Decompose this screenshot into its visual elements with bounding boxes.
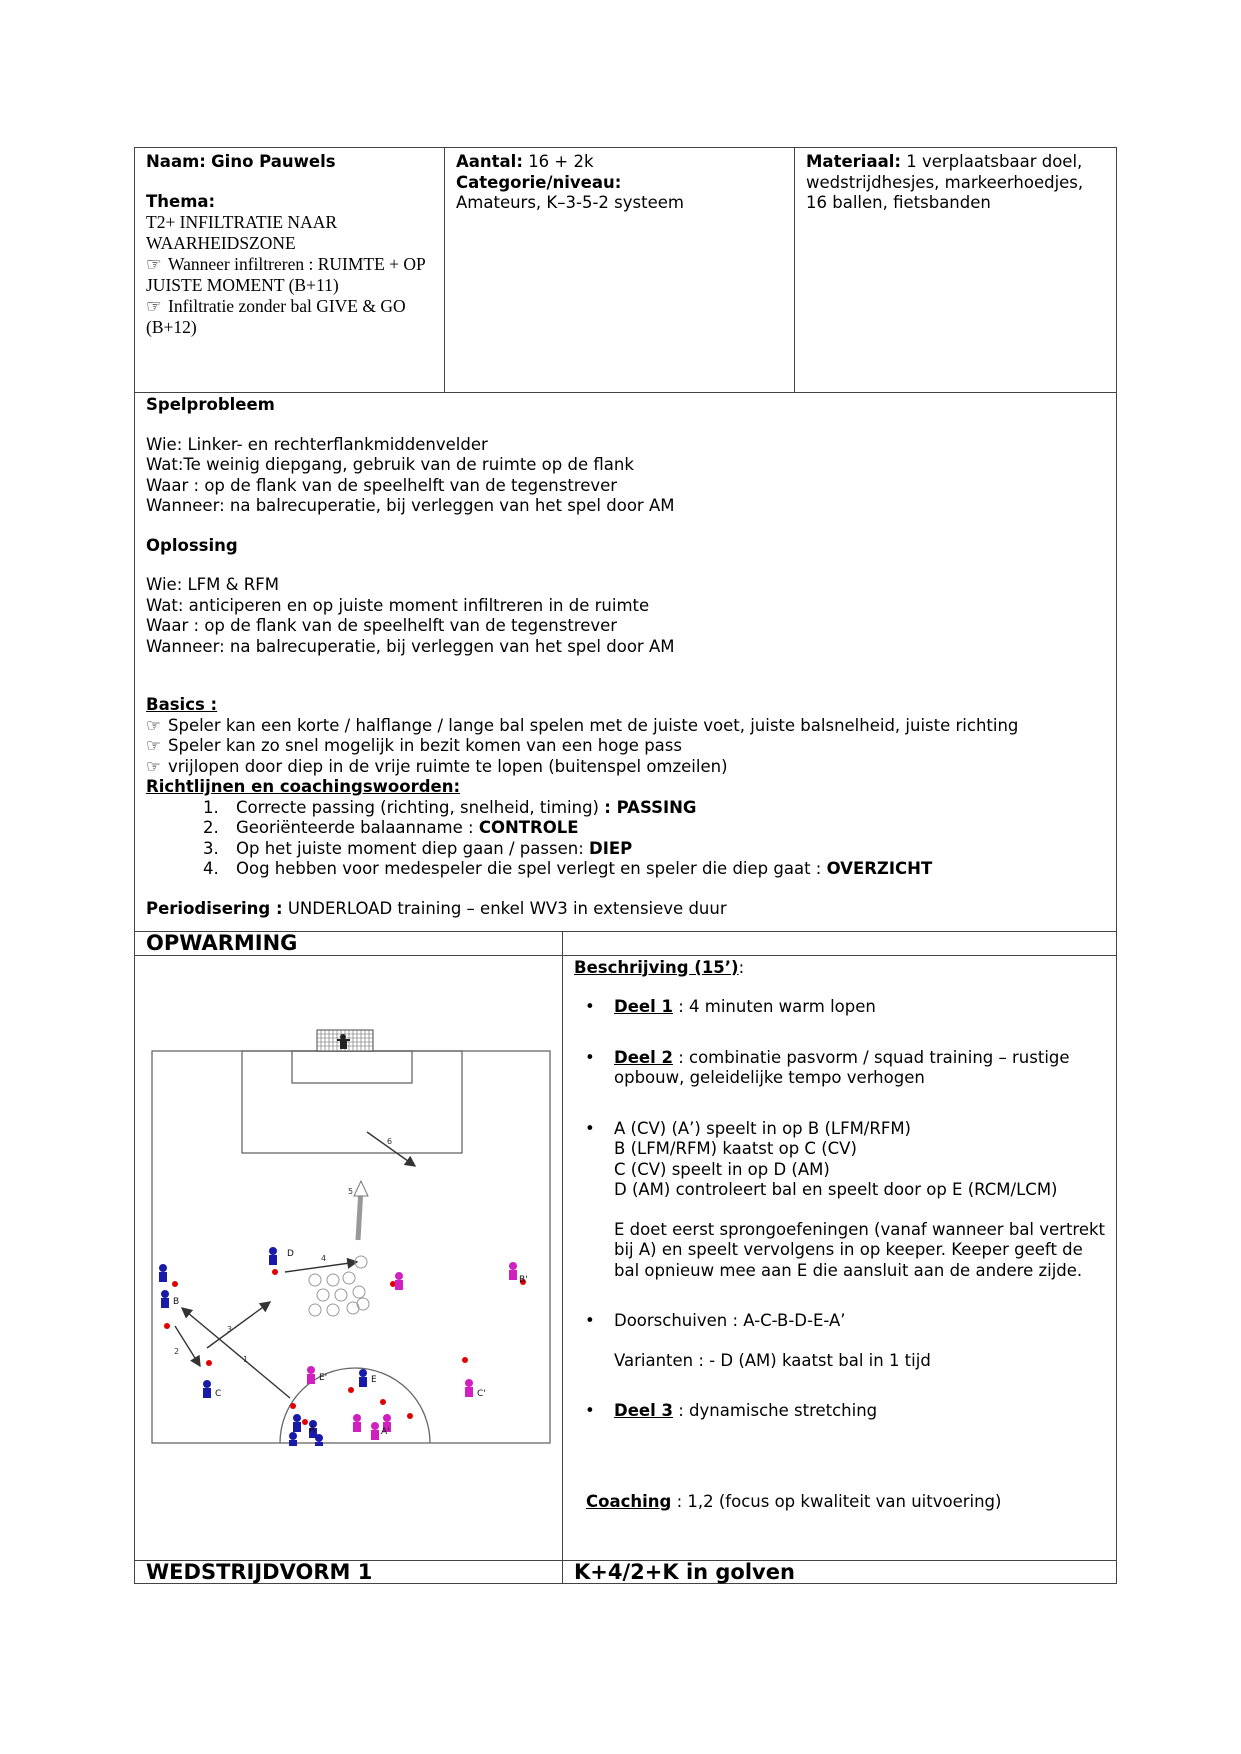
oplossing-line: Wie: LFM & RFM <box>146 575 279 594</box>
header-row <box>135 148 1117 393</box>
richtlijn-item: 4. Oog hebben voor medespeler die spel verlegt en speler die diep gaat : OVERZICHT <box>224 859 1105 880</box>
basics-item: ☞ Speler kan zo snel mogelijk in bezit komen van een hoge pass <box>146 736 682 755</box>
player-label: E <box>371 1375 377 1385</box>
goal-area <box>292 1051 412 1083</box>
spelprobleem-title: Spelprobleem <box>146 395 275 414</box>
beschrijving-cell <box>563 955 1117 1560</box>
doorschuiven-item: • Doorschuiven : A-C-B-D-E-A’ Varianten : - D (AM) kaatst bal in 1 tijd <box>614 1311 1105 1371</box>
opwarming-row <box>135 955 1117 1560</box>
naam-thema-cell <box>135 148 445 393</box>
training-table <box>134 147 1117 1584</box>
sequence-item: • A (CV) (A’) speelt in op B (LFM/RFM) B (LFM/RFM) kaatst op C (CV) C (CV) speelt in op D (AM) D (AM) controleert bal en speelt door op E (RCM/LCM) E doet eerst sprongoefeningen (vanaf wanneer bal vertrekt bij A) en speelt vervolgens in op keeper. Keeper geeft de bal opnieuw mee aan E die aansluit aan de andere zijde. <box>614 1119 1105 1282</box>
oplossing-line: Wat: anticiperen en op juiste moment infiltreren in de ruimte <box>146 595 650 615</box>
materiaal-cell <box>795 148 1117 393</box>
arrow-label: 6 <box>387 1137 393 1146</box>
categorie-label: Categorie/niveau: <box>456 172 622 192</box>
spelprobleem-line: Waar : op de flank van de speelhelft van de tegenstrever <box>146 475 618 495</box>
categorie-value: Amateurs, K–3-5-2 systeem <box>456 193 684 212</box>
deel-3-item: • Deel 3 : dynamische stretching <box>614 1401 1105 1422</box>
pointing-hand-icon: ☞ <box>146 296 162 316</box>
player-label: C <box>215 1389 222 1399</box>
arrow-label: 3 <box>227 1325 233 1334</box>
pointing-hand-icon: ☞ <box>146 756 161 776</box>
aantal-value: 16 + 2k <box>528 152 594 171</box>
arrow-2 <box>175 1326 200 1366</box>
aantal-categorie-cell <box>445 148 795 393</box>
arrow-label: 1 <box>243 1355 249 1364</box>
arrow-label: 2 <box>174 1347 180 1356</box>
arrow-1 <box>182 1308 290 1398</box>
cones-icon <box>164 1269 526 1425</box>
thema-item-1: ☞ Wanneer infiltreren : RUIMTE + OP JUISTE MOMENT (B+11) <box>146 254 426 295</box>
spelprobleem-line: Wat:Te weinig diepgang, gebruik van de ruimte op de flank <box>146 455 634 474</box>
field-diagram <box>135 956 562 1559</box>
oplossing-line: Wanneer: na balrecuperatie, bij verleggen van het spel door AM <box>146 636 675 656</box>
player-label: B <box>173 1297 180 1307</box>
thema-item-2: ☞ Infiltratie zonder bal GIVE & GO (B+12) <box>146 296 406 337</box>
materiaal-label: Materiaal: <box>806 152 901 171</box>
opwarming-title: OPWARMING <box>135 932 563 956</box>
pitch-outline <box>152 1051 550 1443</box>
player-label: B' <box>519 1275 528 1285</box>
thema-line-2: WAARHEIDSZONE <box>146 233 296 253</box>
beschrijving-heading: Beschrijving (15’): <box>574 957 745 977</box>
deel-1-item: • Deel 1 : 4 minuten warm lopen <box>614 997 1105 1018</box>
pointing-hand-icon: ☞ <box>146 715 161 735</box>
naam-value: Gino Pauwels <box>211 152 336 171</box>
spelprobleem-cell <box>135 393 1117 932</box>
aantal-label: Aantal: <box>456 152 523 171</box>
wedstrijdvorm-title: WEDSTRIJDVORM 1 <box>135 1560 563 1584</box>
deel-2-item: • Deel 2 : combinatie pasvorm / squad training – rustige opbouw, geleidelijke tempo verhogen <box>614 1048 1105 1089</box>
spelprobleem-line: Wanneer: na balrecuperatie, bij verleggen van het spel door AM <box>146 496 675 515</box>
naam-label: Naam: <box>146 152 206 171</box>
oplossing-title: Oplossing <box>146 535 238 555</box>
blue-players-icon <box>159 1247 367 1446</box>
arrow-label: 5 <box>348 1187 354 1196</box>
opwarming-title-right <box>563 932 1117 956</box>
extra-text: E doet eerst sprongoefeningen (vanaf wanneer bal vertrekt bij A) en speelt vervolgens in op keeper. Keeper geeft de bal opnieuw mee aan E die aansluit aan de andere zijde. <box>614 1219 1106 1280</box>
content-row <box>135 393 1117 932</box>
player-label: A <box>309 1425 316 1435</box>
player-label: A' <box>381 1427 390 1437</box>
thema-label: Thema: <box>146 191 216 211</box>
opwarming-header-row <box>135 932 1117 956</box>
beschrijving-list <box>574 997 1105 1422</box>
player-label: D <box>287 1249 294 1259</box>
penalty-box <box>242 1051 462 1153</box>
training-sheet <box>134 147 1116 1584</box>
richtlijn-item: 1. Correcte passing (richting, snelheid, timing) : PASSING <box>224 798 1105 819</box>
thema-line-1: T2+ INFILTRATIE NAAR <box>146 212 338 232</box>
player-label: C' <box>477 1389 486 1399</box>
basics-item: ☞ vrijlopen door diep in de vrije ruimte te lopen (buitenspel omzeilen) <box>146 756 728 776</box>
arrow-4 <box>285 1262 357 1272</box>
richtlijnen-list <box>146 798 1105 880</box>
richtlijn-item: 2. Georiënteerde balaanname : CONTROLE <box>224 818 1105 839</box>
pointing-hand-icon: ☞ <box>146 254 162 274</box>
arrow-5-head <box>354 1181 368 1196</box>
wedstrijdvorm-subtitle: K+4/2+K in golven <box>563 1560 1117 1584</box>
materiaal-value: 1 verplaatsbaar doel, wedstrijdhesjes, markeerhoedjes, 16 ballen, fietsbanden <box>806 152 1084 212</box>
varianten-text: Varianten : - D (AM) kaatst bal in 1 tijd <box>614 1350 931 1370</box>
pointing-hand-icon: ☞ <box>146 736 161 755</box>
oplossing-line: Waar : op de flank van de speelhelft van de tegenstrever <box>146 616 618 635</box>
diagram-cell <box>135 955 563 1560</box>
richtlijn-item: 3. Op het juiste moment diep gaan / passen: DIEP <box>224 839 1105 860</box>
basics-title: Basics : <box>146 695 218 714</box>
coaching-line: Coaching : 1,2 (focus op kwaliteit van uitvoering) <box>586 1491 1002 1511</box>
arrow-label: 4 <box>321 1254 327 1263</box>
wedstrijdvorm-row <box>135 1560 1117 1584</box>
arrow-3 <box>207 1302 270 1348</box>
spelprobleem-line: Wie: Linker- en rechterflankmiddenvelder <box>146 434 488 454</box>
basics-item: ☞ Speler kan een korte / halflange / lange bal spelen met de juiste voet, juiste balsnelheid, juiste richting <box>146 715 1019 735</box>
richtlijnen-title: Richtlijnen en coachingswoorden: <box>146 777 461 796</box>
player-label: E' <box>319 1373 328 1383</box>
magenta-players-icon <box>307 1262 517 1440</box>
periodisering: Periodisering : UNDERLOAD training – enkel WV3 in extensieve duur <box>146 898 727 918</box>
